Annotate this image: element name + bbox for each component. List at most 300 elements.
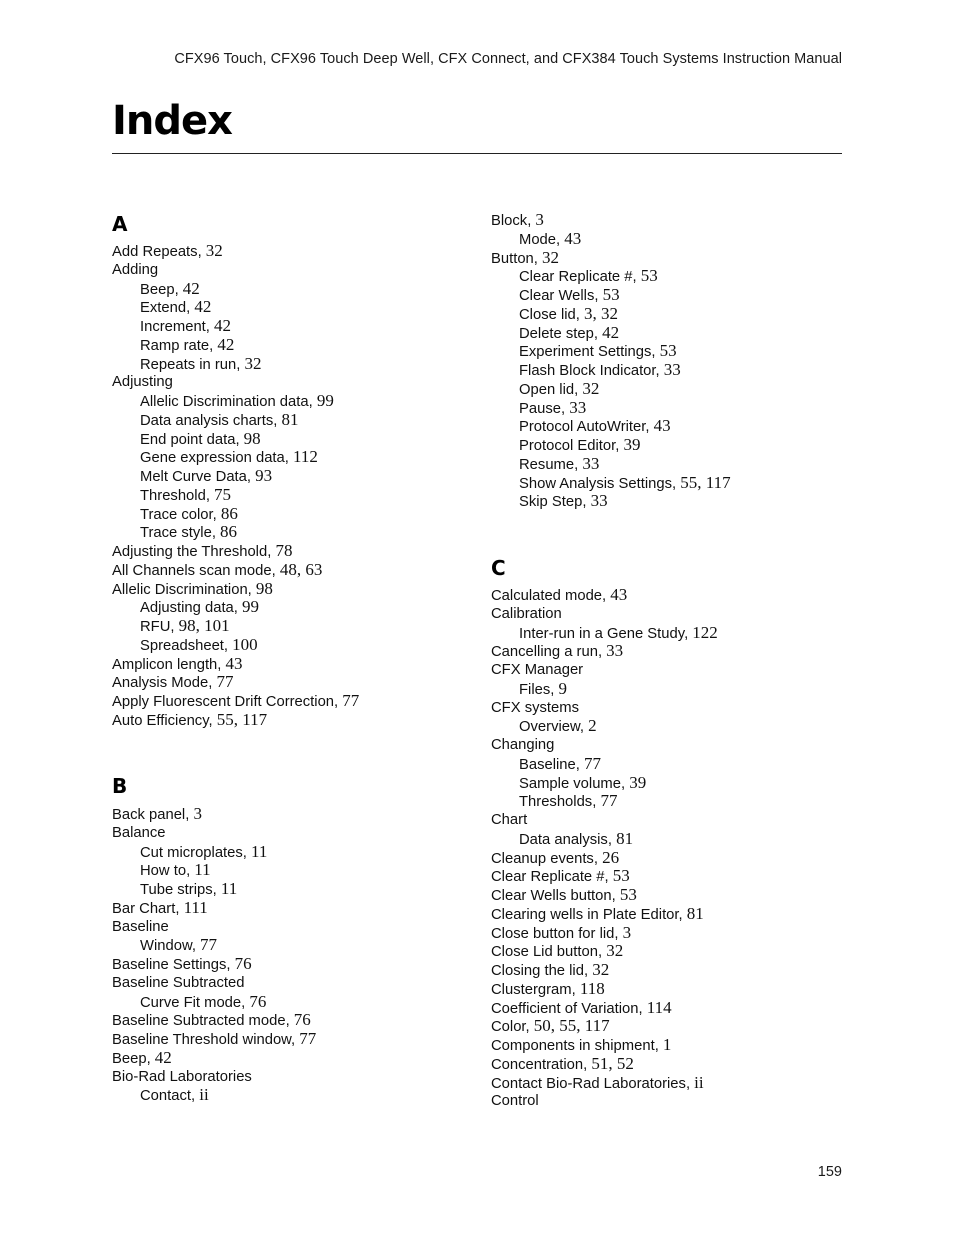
page-references: 43 bbox=[225, 653, 243, 673]
index-subentry bbox=[519, 361, 681, 380]
term-separator: , bbox=[533, 250, 543, 267]
page-references: 53 bbox=[619, 885, 637, 904]
index-term: Close Lid button bbox=[491, 944, 598, 961]
index-term: Baseline Subtracted mode bbox=[112, 1013, 286, 1030]
index-term: Adding bbox=[112, 261, 159, 278]
index-subentry bbox=[519, 717, 597, 736]
page-references: 48, 63 bbox=[279, 559, 323, 579]
section-letter: B bbox=[112, 774, 128, 798]
index-term: Clear Replicate # bbox=[519, 269, 633, 286]
term-separator: , bbox=[247, 581, 256, 598]
index-term: Gene expression data bbox=[140, 450, 285, 467]
page-references: 98, 101 bbox=[178, 616, 230, 635]
page-references: 98 bbox=[255, 578, 273, 598]
term-separator: , bbox=[678, 906, 687, 923]
page-references: 81 bbox=[686, 903, 704, 923]
index-term: Cancelling a run bbox=[491, 644, 598, 661]
index-term: Open lid bbox=[519, 381, 575, 398]
term-separator: , bbox=[574, 381, 583, 398]
index-term: Increment bbox=[140, 319, 206, 335]
page-references: 55, 117 bbox=[680, 472, 731, 492]
page-references: 100 bbox=[232, 634, 258, 654]
index-term: How to bbox=[140, 863, 187, 880]
index-subentry bbox=[140, 392, 334, 411]
index-term: Baseline Threshold window bbox=[112, 1032, 292, 1048]
index-entry bbox=[491, 905, 704, 924]
index-subentry bbox=[519, 830, 633, 849]
page-number: 159 bbox=[817, 1164, 842, 1180]
index-term: Bar Chart bbox=[112, 900, 176, 917]
index-subentry bbox=[140, 880, 237, 899]
index-subentry bbox=[519, 342, 677, 361]
index-entry bbox=[112, 692, 359, 711]
index-entry bbox=[491, 699, 579, 717]
term-separator: , bbox=[186, 300, 195, 317]
index-entry bbox=[112, 824, 165, 842]
index-subentry bbox=[519, 417, 671, 436]
index-term: Allelic Discrimination bbox=[112, 581, 248, 598]
index-entry bbox=[112, 955, 252, 974]
term-separator: , bbox=[235, 431, 244, 448]
term-separator: , bbox=[212, 882, 221, 898]
page-references: 76 bbox=[293, 1010, 311, 1030]
page-references: 111 bbox=[183, 897, 208, 917]
page-references: 3, 32 bbox=[583, 303, 618, 323]
index-term: Ramp rate bbox=[140, 337, 210, 354]
page-references: 53 bbox=[612, 866, 630, 886]
term-separator: , bbox=[241, 994, 250, 1011]
page-references: 32 bbox=[542, 247, 560, 267]
index-entry bbox=[491, 661, 583, 679]
term-separator: , bbox=[185, 807, 194, 823]
index-term: Cleanup events bbox=[491, 850, 594, 867]
term-separator: , bbox=[597, 644, 607, 661]
index-term: Threshold bbox=[140, 487, 206, 504]
index-entry bbox=[112, 1068, 252, 1086]
index-entry bbox=[112, 805, 202, 824]
term-separator: , bbox=[334, 694, 343, 710]
index-entry bbox=[112, 242, 223, 261]
page-references: 11 bbox=[251, 841, 268, 861]
term-separator: , bbox=[191, 1088, 200, 1105]
index-subentry bbox=[519, 399, 586, 418]
page-references: 33 bbox=[582, 453, 600, 473]
term-separator: , bbox=[273, 412, 282, 429]
page-references: 42 bbox=[194, 297, 212, 317]
index-entry bbox=[491, 811, 527, 829]
index-subentry bbox=[519, 324, 619, 343]
index-subentry bbox=[519, 492, 608, 511]
page-references: 32 bbox=[582, 378, 600, 398]
index-term: Protocol Editor bbox=[519, 438, 616, 454]
index-term: Data analysis charts bbox=[140, 412, 274, 429]
index-term: Baseline bbox=[519, 756, 576, 773]
term-separator: , bbox=[246, 469, 256, 485]
index-term: Balance bbox=[112, 824, 166, 841]
term-separator: , bbox=[211, 525, 221, 542]
page-references: 112 bbox=[293, 447, 318, 467]
page-references: 33 bbox=[569, 397, 587, 417]
index-subentry bbox=[519, 267, 658, 286]
index-term: Concentration bbox=[491, 1056, 584, 1073]
page-references: 53 bbox=[602, 285, 620, 304]
term-separator: , bbox=[208, 712, 217, 729]
index-term: Sample volume bbox=[519, 775, 621, 792]
index-entry bbox=[112, 580, 273, 599]
page-references: 3 bbox=[193, 804, 202, 823]
index-entry bbox=[112, 561, 322, 580]
term-separator: , bbox=[645, 419, 654, 436]
page-references: 122 bbox=[692, 622, 718, 642]
page-references: 39 bbox=[623, 435, 641, 454]
term-separator: , bbox=[191, 938, 201, 955]
index-term: End point data bbox=[140, 431, 236, 448]
page-references: 32 bbox=[205, 241, 223, 260]
index-term: Pause bbox=[519, 400, 561, 417]
index-entry bbox=[491, 1074, 704, 1093]
page-title: Index bbox=[112, 98, 232, 144]
index-entry bbox=[112, 542, 292, 561]
term-separator: , bbox=[655, 363, 664, 379]
index-subentry bbox=[140, 993, 266, 1012]
term-separator: , bbox=[236, 356, 245, 373]
index-entry bbox=[491, 867, 630, 886]
index-entry bbox=[491, 1017, 610, 1036]
index-subentry bbox=[519, 755, 601, 774]
term-separator: , bbox=[550, 681, 559, 698]
term-separator: , bbox=[170, 619, 179, 635]
term-separator: , bbox=[308, 394, 317, 410]
index-entry bbox=[491, 249, 559, 268]
term-separator: , bbox=[208, 675, 217, 692]
index-term: Back panel bbox=[112, 807, 186, 823]
index-entry bbox=[491, 961, 609, 980]
index-term: Add Repeats bbox=[112, 244, 198, 260]
index-subentry bbox=[140, 317, 231, 336]
page-references: 32 bbox=[606, 941, 624, 961]
term-separator: , bbox=[285, 1013, 294, 1030]
index-term: Curve Fit mode bbox=[140, 994, 242, 1011]
page-references: 3 bbox=[622, 922, 632, 942]
index-term: All Channels scan mode bbox=[112, 562, 272, 579]
index-subentry bbox=[140, 936, 217, 955]
index-subentry bbox=[140, 467, 272, 486]
index-term: Skip Step bbox=[519, 494, 583, 511]
index-subentry bbox=[519, 380, 599, 399]
term-separator: , bbox=[615, 438, 624, 454]
term-separator: , bbox=[594, 288, 603, 304]
index-term: Analysis Mode bbox=[112, 675, 209, 692]
index-entry bbox=[491, 736, 554, 754]
index-entry bbox=[491, 924, 631, 943]
index-term: RFU bbox=[140, 619, 171, 635]
index-term: Block bbox=[491, 213, 528, 229]
index-subentry bbox=[140, 636, 258, 655]
term-separator: , bbox=[574, 456, 583, 473]
page-references: 9 bbox=[558, 678, 567, 698]
page-references: 77 bbox=[200, 935, 218, 955]
index-term: Changing bbox=[491, 737, 555, 753]
page-references: 33 bbox=[606, 641, 624, 661]
index-entry bbox=[491, 849, 619, 868]
page-references: 42 bbox=[154, 1047, 172, 1067]
title-divider bbox=[112, 153, 842, 154]
index-term: Clear Replicate # bbox=[491, 869, 605, 886]
term-separator: , bbox=[146, 1050, 155, 1067]
index-term: Delete step bbox=[519, 325, 594, 342]
index-entry bbox=[491, 886, 637, 905]
page-references: 77 bbox=[216, 672, 234, 692]
page-references: 11 bbox=[194, 860, 211, 880]
page-references: 53 bbox=[640, 266, 658, 286]
index-term: Flash Block Indicator bbox=[519, 363, 656, 379]
index-term: Clear Wells button bbox=[491, 888, 612, 904]
page-references: 39 bbox=[629, 772, 647, 792]
page-references: 42 bbox=[602, 322, 620, 342]
term-separator: , bbox=[560, 400, 570, 417]
index-subentry bbox=[140, 448, 318, 467]
page-references: ii bbox=[199, 1085, 209, 1105]
index-entry bbox=[491, 1036, 671, 1055]
index-subentry bbox=[140, 430, 261, 449]
index-term: Clearing wells in Plate Editor bbox=[491, 906, 679, 923]
term-separator: , bbox=[579, 719, 589, 736]
index-entry bbox=[112, 1011, 311, 1030]
index-term: Show Analysis Settings bbox=[519, 475, 672, 492]
term-separator: , bbox=[556, 231, 565, 248]
index-subentry bbox=[519, 792, 617, 811]
index-term: Adjusting the Threshold bbox=[112, 544, 268, 560]
page-references: 51, 52 bbox=[591, 1053, 634, 1073]
term-separator: , bbox=[571, 981, 580, 998]
term-separator: , bbox=[175, 900, 184, 917]
index-entry bbox=[112, 373, 173, 391]
index-subentry bbox=[140, 598, 259, 617]
index-entry bbox=[112, 974, 244, 992]
term-separator: , bbox=[582, 494, 591, 511]
term-separator: , bbox=[205, 487, 215, 504]
index-entry bbox=[491, 999, 672, 1018]
index-term: Baseline bbox=[112, 918, 169, 935]
index-term: Beep bbox=[140, 281, 175, 298]
index-subentry bbox=[140, 411, 298, 430]
index-subentry bbox=[140, 298, 211, 317]
index-term: Auto Efficiency bbox=[112, 712, 209, 729]
term-separator: , bbox=[575, 306, 584, 323]
index-term: Components in shipment bbox=[491, 1038, 655, 1054]
page-references: 86 bbox=[220, 503, 238, 523]
index-term: Tube strips bbox=[140, 882, 213, 898]
index-term: Control bbox=[491, 1093, 539, 1110]
term-separator: , bbox=[671, 475, 681, 492]
term-separator: , bbox=[223, 637, 233, 654]
page-references: 93 bbox=[255, 466, 273, 485]
index-term: Mode bbox=[519, 231, 557, 248]
page-references: 75 bbox=[214, 484, 232, 504]
page-references: 98 bbox=[243, 428, 261, 448]
index-subentry bbox=[519, 455, 599, 474]
index-entry bbox=[491, 586, 627, 605]
section-letter: A bbox=[112, 212, 128, 236]
index-subentry bbox=[140, 505, 238, 524]
index-subentry bbox=[519, 305, 618, 324]
index-term: Clear Wells bbox=[519, 288, 595, 304]
index-subentry bbox=[519, 774, 646, 793]
term-separator: , bbox=[197, 244, 206, 260]
index-term: Spreadsheet bbox=[140, 637, 224, 654]
index-term: Baseline Settings bbox=[112, 957, 227, 973]
index-subentry bbox=[140, 617, 230, 636]
index-term: Apply Fluorescent Drift Correction bbox=[112, 694, 335, 710]
term-separator: , bbox=[525, 1019, 534, 1036]
index-subentry bbox=[140, 843, 267, 862]
page-references: 86 bbox=[220, 522, 238, 542]
index-term: Data analysis bbox=[519, 831, 608, 848]
term-separator: , bbox=[226, 957, 235, 973]
index-term: Closing the lid bbox=[491, 963, 584, 979]
index-term: Window bbox=[140, 938, 192, 955]
running-header: CFX96 Touch, CFX96 Touch Deep Well, CFX Connect, and CFX384 Touch Systems Instruction Manual bbox=[174, 51, 842, 67]
term-separator: , bbox=[233, 600, 243, 617]
term-separator: , bbox=[205, 319, 215, 335]
index-term: Overview bbox=[519, 719, 580, 736]
term-separator: , bbox=[583, 963, 593, 979]
term-separator: , bbox=[592, 794, 601, 811]
page-references: 32 bbox=[592, 960, 610, 979]
index-entry bbox=[491, 211, 544, 230]
index-term: Trace color bbox=[140, 506, 213, 523]
index-term: Clustergram bbox=[491, 981, 572, 998]
page-references: 43 bbox=[653, 416, 671, 436]
index-subentry bbox=[519, 436, 640, 455]
term-separator: , bbox=[209, 337, 218, 354]
term-separator: , bbox=[583, 1056, 592, 1073]
page-references: 81 bbox=[616, 828, 634, 848]
index-term: Melt Curve Data bbox=[140, 469, 247, 485]
index-term: Amplicon length bbox=[112, 656, 218, 673]
term-separator: , bbox=[611, 888, 620, 904]
index-term: Bio-Rad Laboratories bbox=[112, 1068, 252, 1085]
index-subentry bbox=[140, 280, 200, 299]
term-separator: , bbox=[638, 1000, 647, 1017]
term-separator: , bbox=[186, 863, 195, 880]
index-term: Inter-run in a Gene Study bbox=[519, 625, 685, 642]
index-term: Close lid bbox=[519, 306, 576, 323]
index-subentry bbox=[519, 474, 731, 493]
page-references: 33 bbox=[663, 360, 681, 379]
index-term: Adjusting data bbox=[140, 600, 234, 617]
index-entry bbox=[112, 655, 243, 674]
index-subentry bbox=[140, 486, 231, 505]
index-subentry bbox=[519, 680, 567, 699]
term-separator: , bbox=[684, 625, 693, 642]
index-subentry bbox=[519, 286, 620, 305]
index-entry bbox=[491, 1092, 539, 1110]
page-references: 2 bbox=[588, 716, 597, 736]
term-separator: , bbox=[174, 281, 183, 298]
index-term: Contact bbox=[140, 1088, 191, 1105]
index-term: CFX systems bbox=[491, 699, 579, 716]
term-separator: , bbox=[632, 269, 641, 286]
index-entry bbox=[112, 1049, 172, 1068]
index-entry bbox=[491, 1055, 634, 1074]
term-separator: , bbox=[620, 775, 630, 792]
page-references: 43 bbox=[610, 585, 628, 604]
index-subentry bbox=[140, 336, 234, 355]
index-term: Chart bbox=[491, 812, 528, 828]
page-references: 53 bbox=[659, 341, 677, 361]
page-references: 33 bbox=[590, 491, 608, 511]
page-references: 55, 117 bbox=[216, 709, 268, 729]
index-term: Protocol AutoWriter bbox=[519, 419, 646, 436]
term-separator: , bbox=[654, 1038, 663, 1054]
page-references: 77 bbox=[600, 791, 618, 811]
index-entry bbox=[112, 261, 158, 279]
page-references: 99 bbox=[316, 391, 334, 410]
term-separator: , bbox=[607, 831, 617, 848]
term-separator: , bbox=[242, 844, 252, 861]
term-separator: , bbox=[604, 869, 613, 886]
index-entry bbox=[491, 642, 623, 661]
index-entry bbox=[491, 980, 605, 999]
page-references: 26 bbox=[602, 847, 620, 867]
page-references: 78 bbox=[275, 541, 293, 560]
term-separator: , bbox=[685, 1075, 695, 1092]
term-separator: , bbox=[575, 756, 584, 773]
term-separator: , bbox=[217, 656, 226, 673]
section-letter: C bbox=[491, 556, 506, 580]
index-entry bbox=[112, 673, 233, 692]
index-subentry bbox=[519, 624, 718, 643]
index-subentry bbox=[140, 1086, 209, 1105]
index-entry bbox=[112, 711, 267, 730]
page-references: 11 bbox=[220, 879, 238, 898]
page-references: 1 bbox=[662, 1035, 672, 1054]
index-entry bbox=[112, 918, 169, 936]
index-entry bbox=[491, 605, 562, 623]
index-subentry bbox=[519, 230, 581, 249]
index-term: Allelic Discrimination data bbox=[140, 394, 309, 410]
index-term: Experiment Settings bbox=[519, 344, 652, 361]
index-term: Calibration bbox=[491, 605, 562, 622]
index-term: Calculated mode bbox=[491, 588, 603, 604]
index-term: Trace style bbox=[140, 525, 212, 542]
index-subentry bbox=[140, 523, 237, 542]
term-separator: , bbox=[593, 850, 603, 867]
term-separator: , bbox=[651, 344, 660, 361]
page-references: 99 bbox=[242, 597, 260, 617]
index-term: Files bbox=[519, 681, 551, 698]
page-references: 81 bbox=[281, 409, 299, 429]
index-entry bbox=[112, 1030, 316, 1049]
index-term: Coefficient of Variation bbox=[491, 1000, 639, 1017]
term-separator: , bbox=[614, 925, 623, 942]
term-separator: , bbox=[284, 450, 294, 467]
term-separator: , bbox=[291, 1032, 300, 1048]
index-term: CFX Manager bbox=[491, 662, 584, 678]
index-subentry bbox=[140, 355, 261, 374]
page-references: 42 bbox=[214, 316, 232, 335]
term-separator: , bbox=[527, 213, 536, 229]
index-entry bbox=[491, 942, 623, 961]
term-separator: , bbox=[212, 506, 221, 523]
page-references: 118 bbox=[579, 978, 605, 998]
index-term: Beep bbox=[112, 1050, 147, 1067]
page-references: 114 bbox=[646, 997, 672, 1017]
index-term: Cut microplates bbox=[140, 844, 243, 861]
page-references: 76 bbox=[249, 991, 267, 1011]
page-references: 32 bbox=[244, 353, 262, 373]
